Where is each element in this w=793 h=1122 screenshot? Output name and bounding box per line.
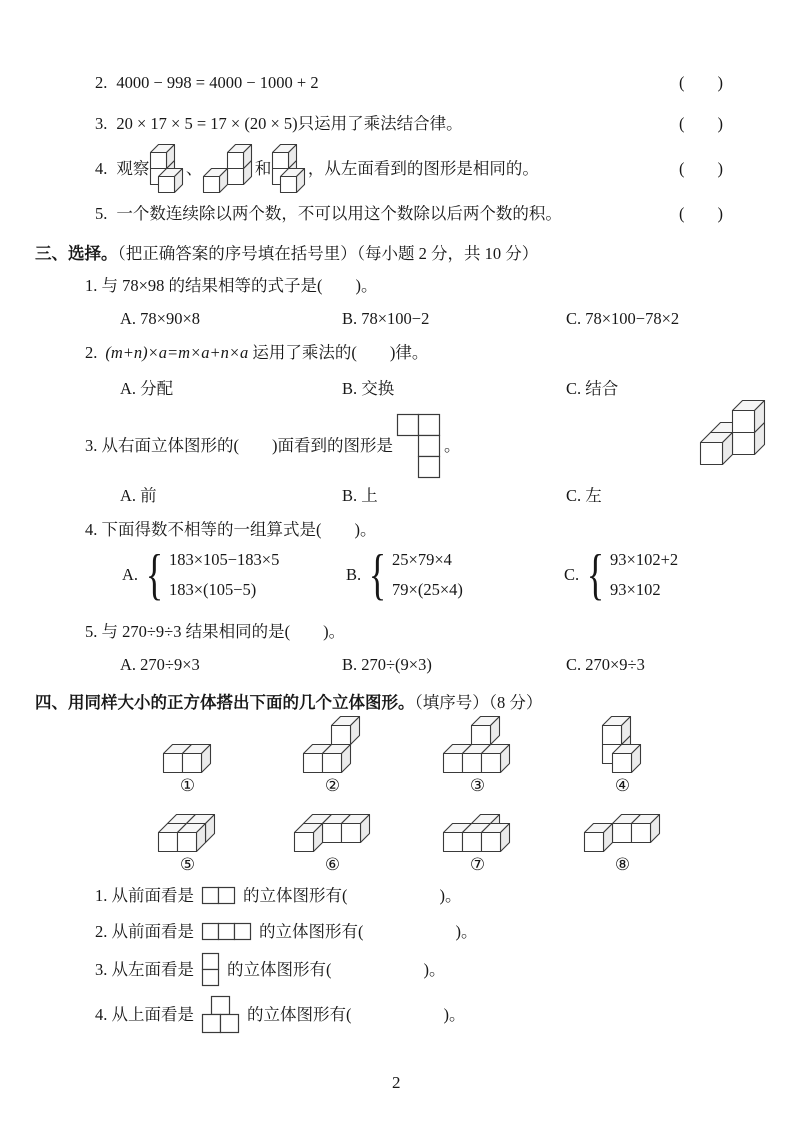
separator: 、	[185, 159, 203, 179]
view-shape	[201, 952, 220, 987]
view-question-4	[95, 995, 793, 1034]
expression-line: 183×105−183×5	[168, 549, 280, 569]
question-text: 2. 从前面看是	[95, 921, 194, 941]
option-group-a	[122, 545, 346, 605]
figure-label: ⑤	[179, 855, 196, 876]
question-text-end: )。	[443, 1004, 466, 1024]
brace: {	[586, 543, 605, 606]
question-text-end: )。	[439, 886, 462, 906]
item-number: 5.	[95, 204, 108, 224]
figure-label: ⑥	[324, 855, 341, 876]
view-shape	[201, 922, 252, 941]
question-text-mid: 的立体图形有(	[227, 959, 332, 979]
option-label: A.	[122, 565, 139, 585]
item-text: 一个数连续除以两个数，不可以用这个数除以后两个数的积。	[116, 204, 562, 224]
item-number: 3.	[95, 114, 108, 134]
section-title-head: 三、选择。	[35, 243, 118, 263]
section-title-head: 四、用同样大小的正方体搭出下面的几个立体图形。	[35, 692, 415, 712]
question-text-end: 。	[444, 436, 461, 456]
page-number: 2	[392, 1073, 401, 1092]
question-text: 4. 从上面看是	[95, 1004, 194, 1024]
figure-label: ①	[179, 776, 196, 797]
item-number: 2.	[95, 73, 108, 92]
expression-line: 93×102	[610, 579, 661, 599]
section-three-title	[35, 243, 793, 264]
question-text: 3. 从右面立体图形的( )面看到的图形是	[85, 436, 393, 456]
question-text-mid: 的立体图形有(	[243, 886, 348, 906]
option-a: A. 分配	[120, 378, 174, 398]
solid-figure-5	[115, 802, 260, 875]
view-shape	[201, 886, 236, 905]
option-a: A. 78×90×8	[120, 308, 201, 328]
brace: {	[368, 543, 387, 606]
cube-figure	[442, 802, 513, 854]
solid-figure-4	[550, 723, 695, 796]
solid-figure-2	[260, 723, 405, 796]
solid-figure-7	[405, 802, 550, 875]
option-b: B. 78×100−2	[342, 308, 430, 328]
cube-figure-c	[271, 143, 308, 196]
option-group-b	[346, 545, 564, 605]
view-question-2	[95, 921, 793, 942]
option-b: B. 上	[342, 486, 378, 505]
item-text	[116, 143, 679, 196]
option-group-c	[564, 545, 678, 605]
choice-question-4: 4. 下面得数不相等的一组算式是( )。	[85, 520, 377, 540]
expression-line: 79×(25×4)	[392, 579, 463, 599]
question-text-end: )。	[423, 959, 446, 979]
cube-figure	[601, 723, 644, 775]
solid-figures-row-2	[115, 802, 793, 875]
section-title-note: （填序号）（8 分）	[414, 692, 543, 712]
question-text-mid: 的立体图形有(	[247, 1004, 352, 1024]
item-text: 20 × 17 × 5 = 17 × (20 × 5)只运用了乘法结合律。	[116, 114, 463, 134]
question-text: 运用了乘法的( )律。	[248, 343, 429, 363]
cube-figure	[293, 802, 373, 854]
cube-figure-b	[202, 143, 255, 196]
answer-bracket: ( )	[679, 159, 723, 179]
figure-label: ④	[614, 776, 631, 797]
solid-figures-row-1	[115, 723, 793, 796]
option-c: C. 左	[566, 486, 602, 505]
question-text: 1. 从前面看是	[95, 886, 194, 906]
choice-question-2	[85, 342, 793, 363]
cube-figure	[157, 802, 218, 854]
view-shape	[201, 995, 240, 1034]
judge-item-5	[95, 203, 723, 224]
cube-figure	[442, 723, 513, 775]
choice-question-3	[85, 413, 793, 479]
cube-figure	[583, 802, 663, 854]
item-text: 4000 − 998 = 4000 − 1000 + 2	[116, 73, 319, 92]
option-label: B.	[346, 565, 362, 585]
item-number: 4.	[95, 159, 108, 179]
item-text-mid: 和	[254, 159, 272, 179]
item-text-prefix: 观察	[116, 159, 150, 179]
choice-question-5: 5. 与 270÷9÷3 结果相同的是( )。	[85, 621, 346, 641]
judge-item-3	[95, 113, 723, 134]
solid-figure-1	[115, 723, 260, 796]
figure-label: ③	[469, 776, 486, 797]
solid-figure-6	[260, 802, 405, 875]
option-b: B. 交换	[342, 378, 395, 398]
expression-line: 183×(105−5)	[168, 579, 257, 599]
section-title-note: （把正确答案的序号填在括号里）（每小题 2 分，共 10 分）	[117, 243, 539, 263]
cube-figure-a	[149, 143, 186, 196]
option-b: B. 270÷(9×3)	[342, 655, 432, 675]
view-question-1	[95, 885, 793, 906]
question-text-mid: 的立体图形有(	[259, 921, 364, 941]
projection-shape	[396, 413, 441, 479]
option-a: A. 270÷9×3	[120, 655, 200, 675]
choice-question-1: 1. 与 78×98 的结果相等的式子是( )。	[85, 276, 378, 296]
choice-question-1-options	[120, 308, 793, 329]
cube-figure	[302, 723, 363, 775]
expression-line: 25×79×4	[392, 549, 452, 569]
answer-bracket: ( )	[679, 114, 723, 134]
formula: (m+n)×a=m×a+n×a	[105, 343, 249, 363]
figure-label: ②	[324, 776, 341, 797]
choice-question-5-options	[120, 654, 793, 675]
answer-bracket: ( )	[679, 204, 723, 224]
expression-line: 93×102+2	[610, 549, 679, 569]
choice-question-4-options	[122, 545, 793, 605]
option-c: C. 结合	[566, 378, 619, 398]
figure-label: ⑦	[469, 855, 486, 876]
option-label: C.	[564, 565, 580, 585]
judge-item-2	[95, 72, 723, 93]
judge-item-4	[95, 143, 723, 196]
solid-figure-8	[550, 802, 695, 875]
option-c: C. 78×100−78×2	[566, 308, 680, 328]
choice-question-2-options	[120, 378, 793, 399]
section-four-title	[35, 692, 793, 713]
brace: {	[145, 543, 164, 606]
option-c: C. 270×9÷3	[566, 655, 645, 675]
item-text-suffix: ，从左面看到的图形是相同的。	[307, 159, 539, 179]
solid-cube-figure	[699, 399, 768, 468]
answer-bracket: ( )	[679, 73, 723, 92]
solid-figure-3	[405, 723, 550, 796]
question-text: 3. 从左面看是	[95, 959, 194, 979]
option-a: A. 前	[120, 486, 157, 505]
question-text-end: )。	[455, 921, 478, 941]
item-number: 2.	[85, 343, 98, 363]
figure-label: ⑧	[614, 855, 631, 876]
choice-question-3-options	[120, 485, 793, 506]
cube-figure	[162, 723, 214, 775]
view-question-3	[95, 952, 793, 987]
